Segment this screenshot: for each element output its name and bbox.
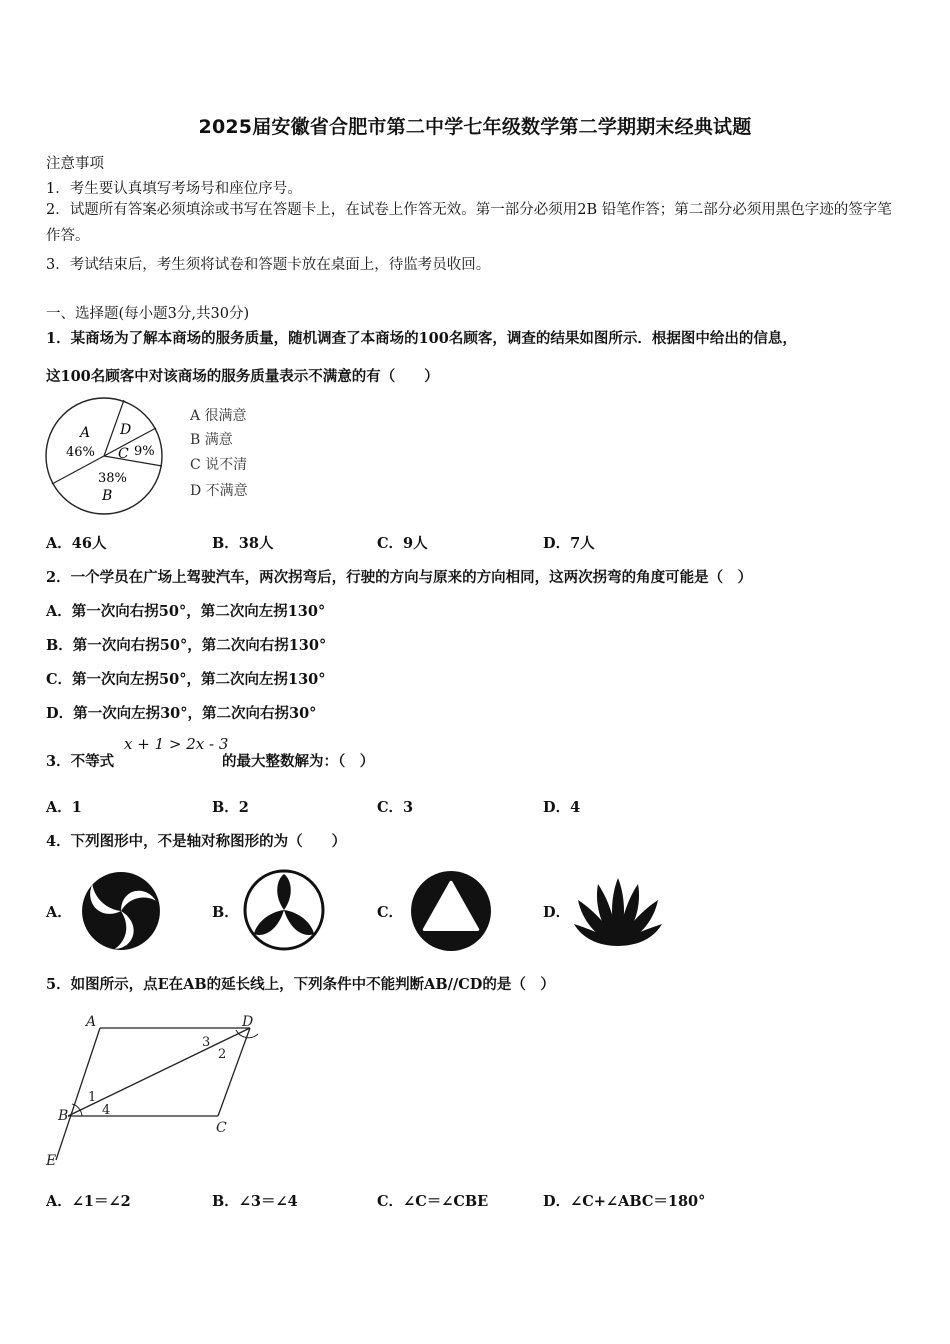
q2-option-a[interactable]: A．第一次向右拐50°，第二次向左拐130°	[46, 603, 326, 620]
q5-stem: 5．如图所示，点E在AB的延长线上，下列条件中不能判断AB//CD的是（ ）	[46, 976, 555, 993]
q4-option-a-label[interactable]: A．	[46, 904, 72, 921]
pie-percent-c: 9%	[134, 444, 155, 459]
notice-item-1: 1．考生要认真填写考场号和座位序号。	[46, 181, 302, 197]
pie-legend-b: B 满意	[190, 432, 233, 448]
q4-figure-b-trefoil	[242, 868, 326, 952]
pie-label-c: C	[118, 446, 129, 462]
q4-option-c-label[interactable]: C．	[377, 904, 404, 921]
notice-item-3: 3．考试结束后，考生须将试卷和答题卡放在桌面上，待监考员收回。	[46, 257, 491, 273]
pie-label-d: D	[120, 422, 132, 438]
point-a-label: A	[86, 1014, 97, 1030]
q1-pie-chart	[40, 392, 280, 522]
angle-2-label: 2	[218, 1047, 227, 1062]
q3-stem-prefix: 3．不等式	[46, 753, 115, 770]
q4-stem: 4．下列图形中，不是轴对称图形的为（ ）	[46, 833, 347, 850]
angle-4-label: 4	[102, 1103, 111, 1118]
q2-option-c[interactable]: C．第一次向左拐50°，第二次向左拐130°	[46, 671, 326, 688]
pie-legend-a: A 很满意	[190, 408, 247, 424]
q1-option-c[interactable]: C．9人	[377, 535, 428, 552]
point-e-label: E	[46, 1153, 57, 1169]
q3-option-a[interactable]: A．1	[46, 799, 82, 816]
q3-option-d[interactable]: D．4	[543, 799, 581, 816]
pie-label-a: A	[80, 425, 91, 441]
q4-option-b-label[interactable]: B．	[212, 904, 239, 921]
q5-geometry-figure	[40, 1008, 280, 1173]
pie-percent-b: 38%	[98, 471, 127, 486]
q3-formula: x + 1 > 2x - 3	[124, 735, 229, 753]
angle-1-label: 1	[88, 1090, 97, 1105]
q4-figure-a-swirl	[80, 870, 162, 952]
q1-option-d[interactable]: D．7人	[543, 535, 595, 552]
pie-legend-d: D 不满意	[190, 483, 248, 499]
q3-stem-suffix: 的最大整数解为：（ ）	[222, 753, 375, 770]
q3-option-b[interactable]: B．2	[212, 799, 249, 816]
q2-option-b[interactable]: B．第一次向右拐50°，第二次向右拐130°	[46, 637, 327, 654]
q4-option-d-label[interactable]: D．	[543, 904, 571, 921]
q5-option-b[interactable]: B．∠3＝∠4	[212, 1193, 298, 1210]
q1-option-b[interactable]: B．38人	[212, 535, 274, 552]
q1-stem-line1: 1．某商场为了解本商场的服务质量，随机调查了本商场的100名顾客，调查的结果如图所示．根据图中给出的信息，	[46, 330, 797, 347]
angle-3-label: 3	[202, 1035, 211, 1050]
q5-option-a[interactable]: A．∠1＝∠2	[46, 1193, 131, 1210]
pie-label-b: B	[102, 488, 113, 504]
q4-figure-d-petals	[572, 876, 664, 948]
notice-item-2: 2．试题所有答案必须填涂或书写在答题卡上，在试卷上作答无效。第一部分必须用2B 铅笔作答；第二部分必须用黑色字迹的签字笔作答。	[46, 202, 892, 244]
page-title: 2025届安徽省合肥市第二中学七年级数学第二学期期末经典试题	[198, 116, 752, 138]
q5-option-d[interactable]: D．∠C+∠ABC＝180°	[543, 1193, 706, 1210]
q1-option-a[interactable]: A．46人	[46, 535, 107, 552]
q3-option-c[interactable]: C．3	[377, 799, 414, 816]
q2-option-d[interactable]: D．第一次向左拐30°，第二次向右拐30°	[46, 705, 317, 722]
notice-heading: 注意事项	[46, 156, 104, 172]
pie-legend-c: C 说不清	[190, 457, 248, 473]
point-c-label: C	[216, 1120, 227, 1136]
pie-percent-a: 46%	[66, 445, 95, 460]
section-heading: 一、选择题(每小题3分,共30分)	[46, 306, 250, 322]
q2-stem: 2．一个学员在广场上驾驶汽车，两次拐弯后，行驶的方向与原来的方向相同，这两次拐弯的角度可能是（ ）	[46, 569, 753, 586]
point-b-label: B	[58, 1108, 69, 1124]
q1-stem-line2: 这100名顾客中对该商场的服务质量表示不满意的有（ ）	[46, 368, 439, 385]
q4-figure-c-triangle	[410, 870, 492, 952]
q5-option-c[interactable]: C．∠C＝∠CBE	[377, 1193, 489, 1210]
point-d-label: D	[242, 1014, 254, 1030]
